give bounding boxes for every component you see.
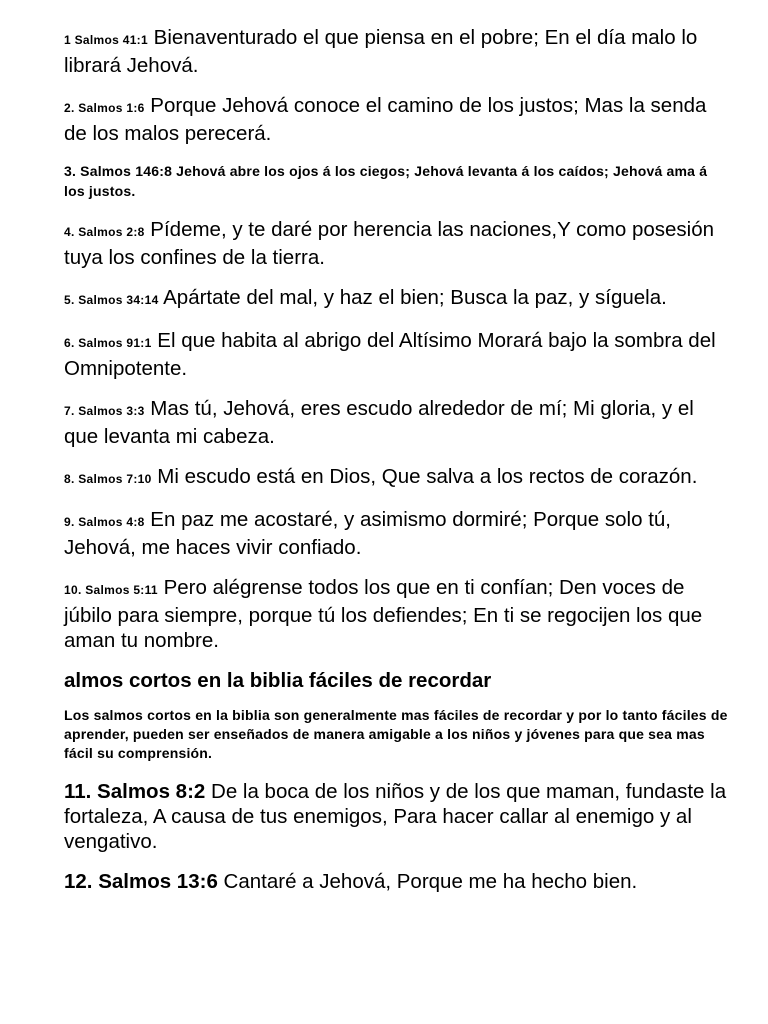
verse-reference: 6. Salmos 91:1 [64, 336, 152, 350]
verse-1 [64, 25, 728, 78]
verse-11 [64, 779, 728, 854]
verse-10 [64, 575, 728, 653]
verse-reference: 9. Salmos 4:8 [64, 515, 145, 529]
verse-4 [64, 217, 728, 270]
verse-7 [64, 396, 728, 449]
verse-8 [64, 464, 728, 492]
verse-9 [64, 507, 728, 560]
verse-text: Mas tú, Jehová, eres escudo alrededor de mí; Mi gloria, y el que levanta mi cabeza. [64, 397, 694, 448]
verse-text: Jehová abre los ojos á los ciegos; Jehová levanta á los caídos; Jehová ama á los justos. [64, 163, 708, 199]
verse-text: Mi escudo está en Dios, Que salva a los rectos de corazón. [151, 465, 698, 488]
verse-reference: 8. Salmos 7:10 [64, 472, 152, 486]
verse-reference: 3. Salmos 146:8 [64, 163, 173, 179]
verse-reference: 12. Salmos 13:6 [64, 870, 218, 893]
verse-text: Cantaré a Jehová, Porque me ha hecho bien. [217, 870, 638, 893]
verse-text: Bienaventurado el que piensa en el pobre; En el día malo lo librará Jehová. [64, 26, 698, 77]
verse-reference: 7. Salmos 3:3 [64, 404, 145, 418]
verse-6 [64, 328, 728, 381]
verse-reference: 10. Salmos 5:11 [64, 583, 158, 597]
verse-12 [64, 869, 728, 894]
verse-reference: 4. Salmos 2:8 [64, 225, 145, 239]
verse-2 [64, 93, 728, 146]
verse-text: De la boca de los niños y de los que maman, fundaste la fortaleza, A causa de tus enemigos, Para hacer callar al enemigo y al vengativo. [64, 780, 727, 853]
section-heading: almos cortos en la biblia fáciles de recordar [64, 669, 492, 692]
verse-3 [64, 161, 728, 201]
verse-5 [64, 285, 728, 313]
verse-reference: 1 Salmos 41:1 [64, 33, 148, 47]
verse-text: El que habita al abrigo del Altísimo Morará bajo la sombra del Omnipotente. [64, 329, 716, 380]
verse-reference: 11. Salmos 8:2 [64, 780, 206, 803]
verse-text: Porque Jehová conoce el camino de los justos; Mas la senda de los malos perecerá. [64, 94, 707, 145]
verse-text: Pero alégrense todos los que en ti confían; Den voces de júbilo para siempre, porque tú los defiendes; En ti se regocijen los que aman tu nombre. [64, 576, 703, 652]
verse-text: Pídeme, y te daré por herencia las naciones,Y como posesión tuya los confines de la tierra. [64, 218, 715, 269]
verse-text: En paz me acostaré, y asimismo dormiré; Porque solo tú, Jehová, me haces vivir confiado. [64, 508, 671, 559]
verse-text: Apártate del mal, y haz el bien; Busca la paz, y síguela. [158, 286, 667, 309]
section-intro: Los salmos cortos en la biblia son generalmente mas fáciles de recordar y por lo tanto fáciles de aprender, pueden ser enseñados de manera amigable a los niños y jóvenes para que sea mas fácil su comprensión. [64, 707, 728, 761]
verse-reference: 2. Salmos 1:6 [64, 101, 145, 115]
verse-reference: 5. Salmos 34:14 [64, 293, 159, 307]
